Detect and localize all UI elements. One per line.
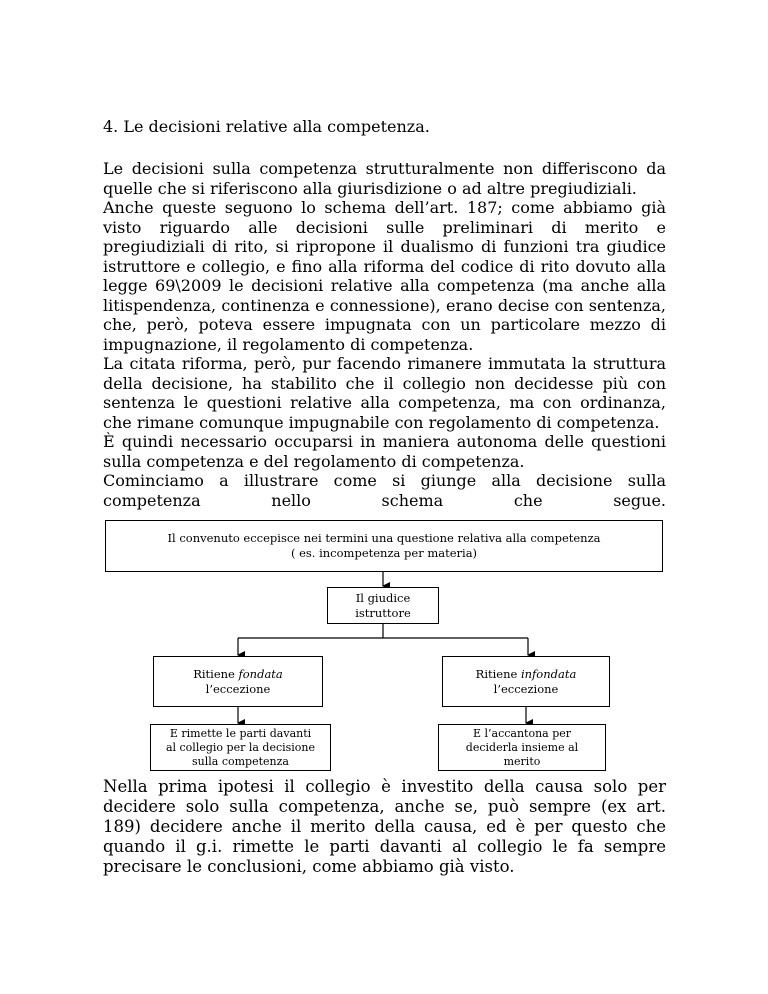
judge-box (327, 587, 439, 624)
paragraph-4: È quindi necessario occuparsi in maniera autonoma delle questioni sulla competenza e del regolamento di competenza. (103, 432, 666, 471)
paragraph-3: La citata riforma, però, pur facendo rimanere immutata la struttura della decisione, ha stabilito che il collegio non decidesse più con sentenza le questioni relative alla competenza, ma con ordinanza, che rimane comunque impugnabile con regolamento di competenza. (103, 354, 666, 432)
exception-raised-line2: ( es. incompetenza per materia) (290, 546, 478, 560)
unfounded-line2: l’eccezione (493, 681, 559, 696)
set-aside-line3: merito (503, 754, 541, 768)
exception-raised-box (105, 520, 663, 572)
refer-line2: al collegio per la decisione (165, 740, 316, 754)
body-text (103, 159, 666, 510)
unfounded-emphasis: infondata (520, 666, 577, 681)
founded-exception-box (153, 656, 323, 707)
judge-line1: Il giudice (355, 590, 411, 605)
refer-line3: sulla competenza (192, 754, 289, 768)
founded-line1: Ritiene fondata (193, 666, 283, 681)
founded-emphasis: fondata (238, 666, 283, 681)
set-aside-line2: deciderla insieme al (465, 740, 579, 754)
founded-line2: l’eccezione (205, 681, 271, 696)
section-heading: 4. Le decisioni relative alla competenza. (103, 117, 430, 136)
unfounded-line1: Ritiene infondata (475, 666, 577, 681)
set-aside-box (438, 724, 606, 771)
unfounded-exception-box (442, 656, 610, 707)
refer-line1: E rimette le parti davanti (169, 726, 312, 740)
exception-raised-line1: Il convenuto eccepisce nei termini una questione relativa alla competenza (167, 531, 601, 545)
refer-to-panel-box (150, 724, 331, 771)
set-aside-line1: E l’accantona per (472, 726, 572, 740)
paragraph-1: Le decisioni sulla competenza strutturalmente non differiscono da quelle che si riferiscono alla giurisdizione o ad altre pregiudiziali. (103, 159, 666, 198)
closing-paragraph: Nella prima ipotesi il collegio è investito della causa solo per decidere solo sulla competenza, anche se, può sempre (ex art. 189) decidere anche il merito della causa, ed è per questo che quando il g.i. rimette le parti davanti al collegio le fa sempre precisare le conclusioni, come abbiamo già visto. (103, 777, 666, 876)
paragraph-2: Anche queste seguono lo schema dell’art. 187; come abbiamo già visto riguardo alle decisioni sulle preliminari di merito e pregiudiziali di rito, si ripropone il dualismo di funzioni tra giudice istruttore e collegio, e fino alla riforma del codice di rito dovuto alla legge 69\2009 le decisioni relative alla competenza (ma anche alla litispendenza, continenza e connessione), erano decise con sentenza, che, però, poteva essere impugnata con un particolare mezzo di impugnazione, il regolamento di competenza. (103, 198, 666, 354)
judge-line2: istruttore (355, 605, 411, 620)
paragraph-5: Cominciamo a illustrare come si giunge alla decisione sulla competenza nello schema che segue. (103, 471, 666, 510)
